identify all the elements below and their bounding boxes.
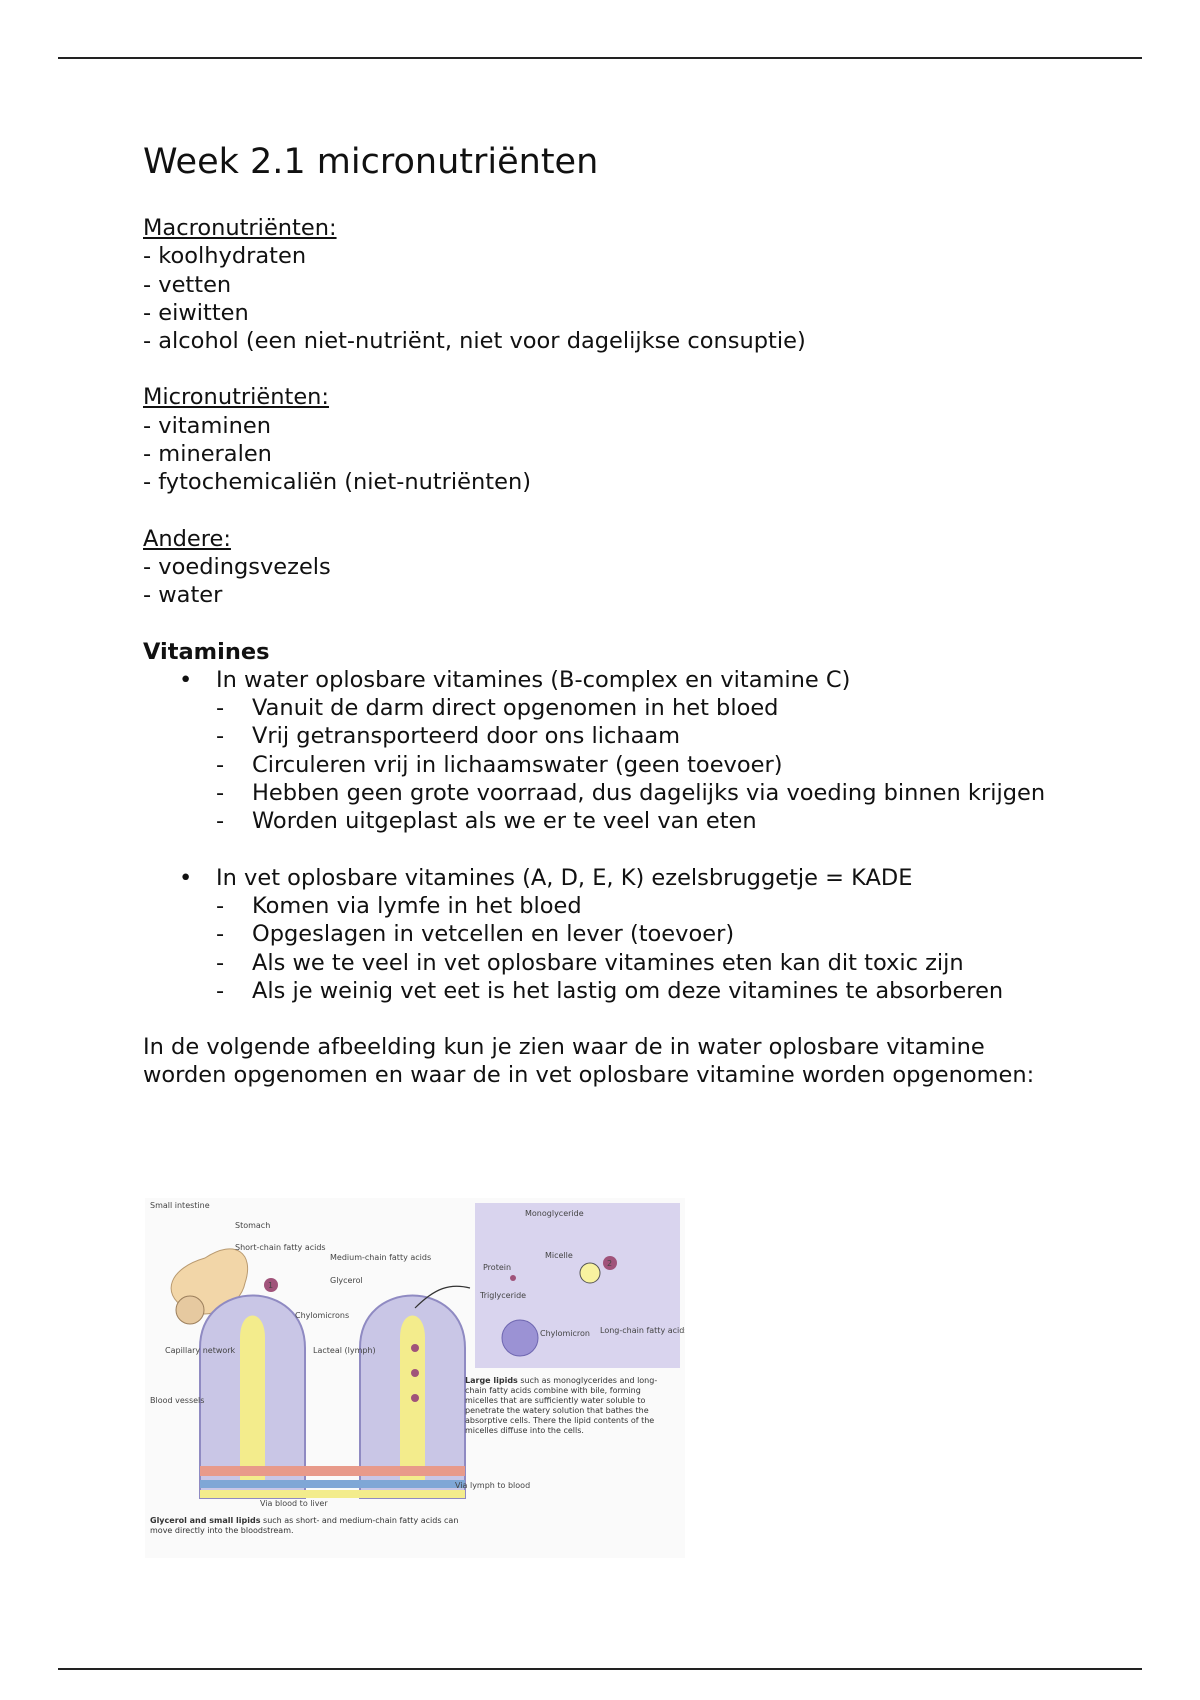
intestine-coil <box>176 1296 204 1324</box>
intestine-absorption-figure <box>145 1198 685 1558</box>
micronutrients-label: Micronutriënten: <box>143 384 330 411</box>
svg-text:Small intestine: Small intestine <box>150 1201 210 1210</box>
bullet-icon: • <box>179 666 193 693</box>
list-item: - vitaminen <box>143 412 271 439</box>
svg-text:Micelle: Micelle <box>545 1251 573 1260</box>
lymph-vessel <box>200 1490 465 1498</box>
list-item: - Circuleren vrij in lichaamswater (geen toevoer) <box>216 751 783 778</box>
page-title: Week 2.1 micronutriënten <box>143 142 599 182</box>
svg-text:Protein: Protein <box>483 1263 512 1272</box>
list-item: - alcohol (een niet-nutriënt, niet voor dagelijkse consuptie) <box>143 328 806 355</box>
list-item: - eiwitten <box>143 299 249 326</box>
svg-text:Chylomicrons: Chylomicrons <box>295 1311 350 1320</box>
other-list <box>143 553 1073 610</box>
fat-soluble-points <box>216 892 1073 1005</box>
chylomicron-icon <box>502 1320 538 1356</box>
list-item: - Komen via lymfe in het bloed <box>216 892 582 919</box>
list-item: - voedingsvezels <box>143 553 331 580</box>
list-item: - Opgeslagen in vetcellen en lever (toevoer) <box>216 921 735 948</box>
svg-text:Via lymph to blood: Via lymph to blood <box>455 1481 531 1490</box>
bullet-title: In vet oplosbare vitamines (A, D, E, K) ezelsbruggetje = KADE <box>216 864 913 891</box>
svg-text:Lacteal (lymph): Lacteal (lymph) <box>313 1346 376 1355</box>
bullet-item-fat-soluble <box>143 864 1073 1005</box>
svg-text:Short-chain fatty acids: Short-chain fatty acids <box>235 1243 326 1252</box>
svg-text:2: 2 <box>607 1259 613 1268</box>
svg-text:Via blood to liver: Via blood to liver <box>260 1499 328 1508</box>
list-item: - Als je weinig vet eet is het lastig om deze vitamines te absorberen <box>216 977 1004 1004</box>
list-item: - water <box>143 582 223 609</box>
other-label: Andere: <box>143 525 231 552</box>
vitamines-heading: Vitamines <box>143 638 270 665</box>
list-item: - Worden uitgeplast als we er te veel van eten <box>216 808 757 835</box>
list-item: - Vrij getransporteerd door ons lichaam <box>216 723 681 750</box>
bullet-item-water-soluble <box>143 666 1073 836</box>
svg-text:Long-chain fatty acids: Long-chain fatty acids <box>600 1326 685 1335</box>
spacer <box>143 836 1073 864</box>
macronutrients-section <box>143 214 1073 355</box>
caption-2: Large lipids such as monoglycerides and long-chain fatty acids combine with bile, forming micelles that are sufficiently water soluble to penetrate the watery solution that bathes the absorptive cells. There the lipid contents of the micelles diffuse into the cells. <box>465 1376 658 1435</box>
svg-text:Glycerol: Glycerol <box>330 1276 363 1285</box>
macronutrients-label: Macronutriënten: <box>143 215 337 241</box>
svg-text:Monoglyceride: Monoglyceride <box>525 1209 584 1218</box>
macronutrients-list <box>143 242 1073 355</box>
lacteal-right <box>400 1316 425 1489</box>
svg-text:1: 1 <box>268 1281 274 1290</box>
svg-text:Chylomicron: Chylomicron <box>540 1329 590 1338</box>
bullet-icon: • <box>179 864 193 891</box>
micronutrients-section <box>143 383 1073 496</box>
list-item: - Vanuit de darm direct opgenomen in het bloed <box>216 695 779 722</box>
lacteal-left <box>240 1316 265 1489</box>
list-item: - vetten <box>143 271 232 298</box>
figure-intro-paragraph: In de volgende afbeelding kun je zien waar de in water oplosbare vitamine worden opgenomen en waar de in vet oplosbare vitamine worden opgenomen: <box>143 1034 1035 1089</box>
list-item: - fytochemicaliën (niet-nutriënten) <box>143 469 531 496</box>
svg-text:Medium-chain fatty acids: Medium-chain fatty acids <box>330 1253 432 1262</box>
svg-text:Triglyceride: Triglyceride <box>480 1291 527 1300</box>
svg-text:Stomach: Stomach <box>235 1221 271 1230</box>
water-soluble-points <box>216 694 1073 835</box>
list-item: - mineralen <box>143 441 272 468</box>
micronutrients-list <box>143 412 1073 497</box>
bullet-title: In water oplosbare vitamines (B-complex en vitamine C) <box>216 666 851 693</box>
list-item: - koolhydraten <box>143 243 307 270</box>
other-section <box>143 525 1073 610</box>
footer-rule <box>58 1668 1142 1670</box>
svg-text:Blood vessels: Blood vessels <box>150 1396 205 1405</box>
list-item: - Als we te veel in vet oplosbare vitamines eten kan dit toxic zijn <box>216 949 964 976</box>
caption-1: Glycerol and small lipids such as short- and medium-chain fatty acids can move directly into the bloodstream. <box>150 1516 459 1535</box>
svg-text:Capillary network: Capillary network <box>165 1346 236 1355</box>
blood-vessel-blue <box>200 1480 465 1488</box>
blood-vessel-red <box>200 1466 465 1476</box>
vitamines-list <box>143 666 1073 1005</box>
list-item: - Hebben geen grote voorraad, dus dagelijks via voeding binnen krijgen <box>216 780 1046 807</box>
header-rule <box>58 57 1142 59</box>
micelle-icon <box>580 1263 600 1283</box>
document-body <box>143 140 1073 1090</box>
